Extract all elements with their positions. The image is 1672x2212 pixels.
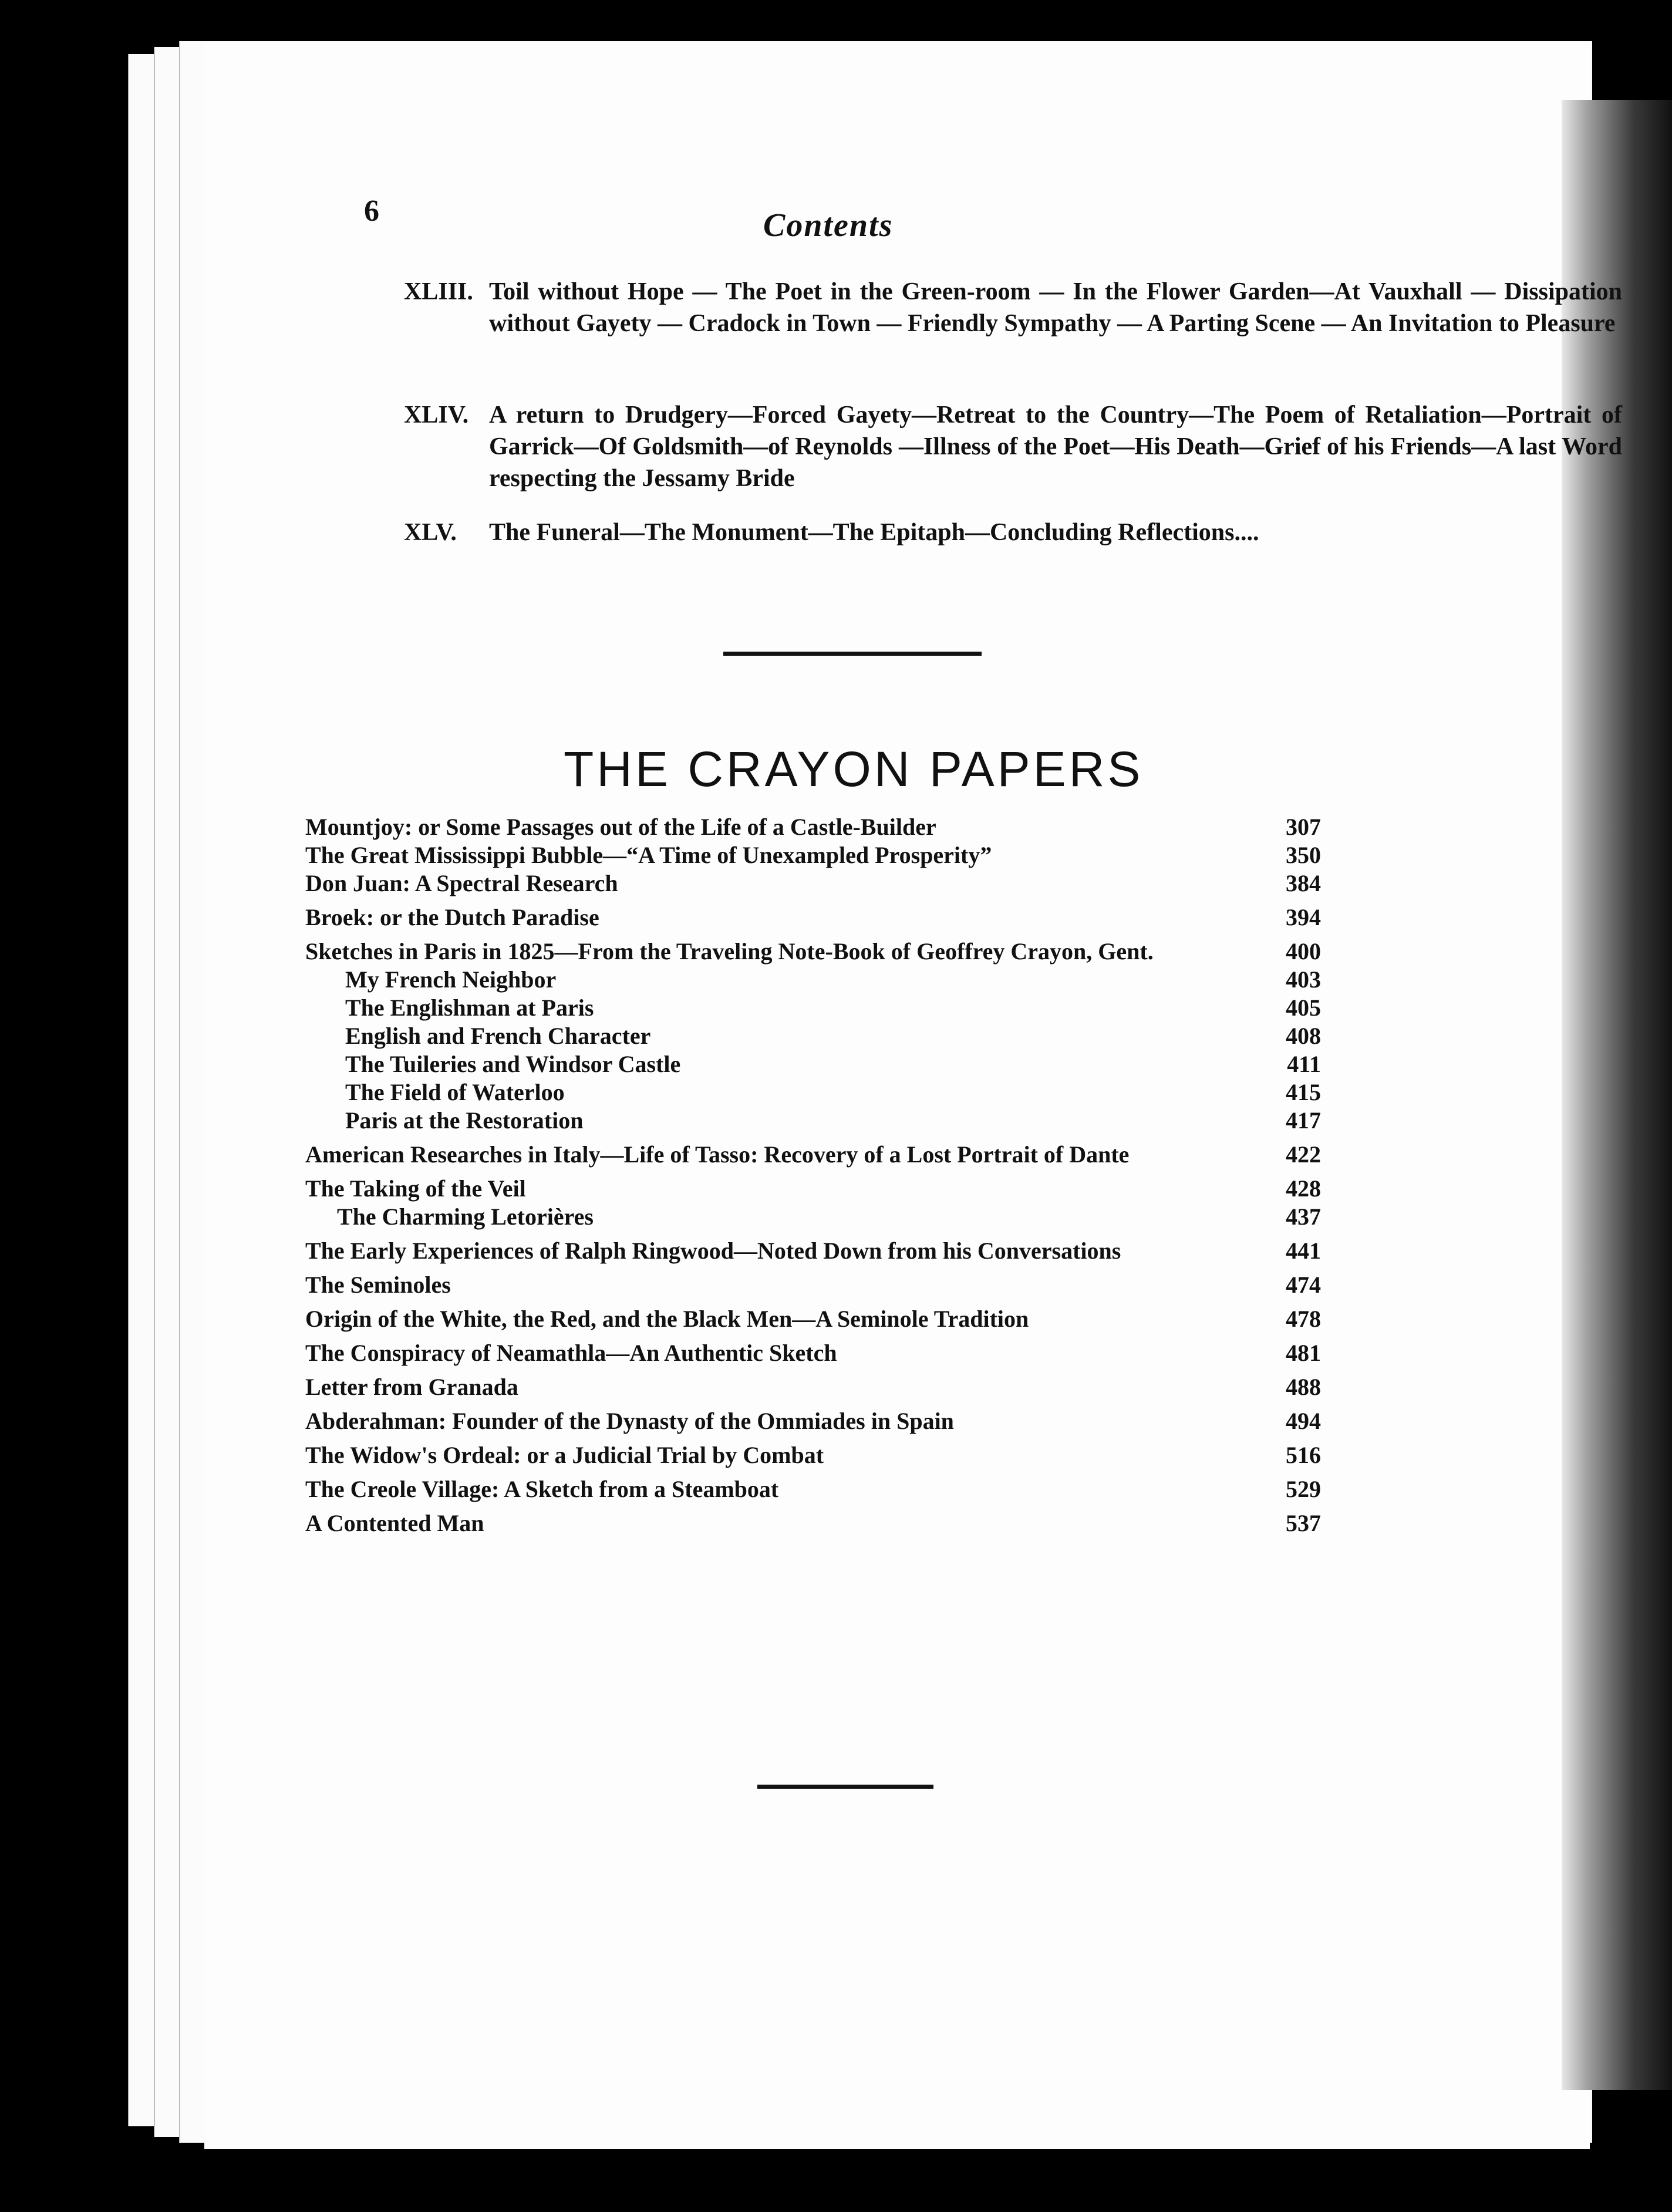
toc-entry-title: The Field of Waterloo <box>345 1079 565 1105</box>
toc-subentry <box>305 1022 1321 1050</box>
chapter-entry <box>404 517 1672 552</box>
toc-entry-title: The Early Experiences of Ralph Ringwood—Noted Down from his Conversations <box>305 1237 1121 1264</box>
toc-entry <box>305 1441 1321 1469</box>
toc-entry-title: Letter from Granada <box>305 1374 518 1400</box>
toc-entry-title: The Charming Letorières <box>337 1203 594 1230</box>
toc-entry-page: 394 <box>1286 904 1321 930</box>
toc-entry-page: 516 <box>1286 1442 1321 1468</box>
toc-entry <box>305 1373 1321 1401</box>
toc-entry <box>305 841 1321 869</box>
chapter-description: A return to Drudgery—Forced Gayety—Retreat to the Country—The Poem of Retaliation—Portrait of Garrick—Of Goldsmith—of Reynolds —Illness of the Poet—His Death—Grief of his Friends—A last Word respecting the Jessamy Bride <box>489 402 1622 492</box>
toc-entry-page: 403 <box>1286 966 1321 993</box>
toc-entry <box>305 938 1321 966</box>
toc-entry-page: 400 <box>1286 938 1321 965</box>
toc-entry <box>305 1237 1321 1265</box>
chapter-number: XLV. <box>404 519 457 546</box>
toc-entry <box>305 813 1321 841</box>
toc-entry-page: 478 <box>1286 1306 1321 1332</box>
chapter-entry <box>404 399 1672 517</box>
chapter-number: XLIII. <box>404 278 473 305</box>
toc-entry <box>305 1339 1321 1367</box>
toc-entry-title: American Researches in Italy—Life of Tasso: Recovery of a Lost Portrait of Dante <box>305 1141 1130 1168</box>
toc-entry-title: Paris at the Restoration <box>345 1107 584 1134</box>
toc-entry-title: The Taking of the Veil <box>305 1175 526 1202</box>
toc-entry-page: 428 <box>1286 1175 1321 1202</box>
toc-entry-page: 350 <box>1286 842 1321 868</box>
toc-subentry <box>305 1107 1321 1135</box>
toc-entry-page: 474 <box>1286 1272 1321 1298</box>
toc-entry-page: 529 <box>1286 1476 1321 1502</box>
toc-entry-page: 411 <box>1287 1051 1321 1077</box>
toc-entry-title: The Widow's Ordeal: or a Judicial Trial by Combat <box>305 1442 824 1468</box>
toc-entry-title: A Contented Man <box>305 1510 484 1536</box>
toc-subentry <box>305 1203 1321 1231</box>
toc-subentry <box>305 1050 1321 1078</box>
chapter-entry <box>404 276 1672 405</box>
toc-entry-title: English and French Character <box>345 1023 651 1049</box>
toc-entry <box>305 1407 1321 1435</box>
toc-entry <box>305 1475 1321 1503</box>
toc-entry-title: The Englishman at Paris <box>345 994 594 1021</box>
crayon-papers-toc <box>305 813 1321 1537</box>
toc-entry <box>305 1271 1321 1299</box>
toc-entry <box>305 1141 1321 1169</box>
toc-subentry <box>305 994 1321 1022</box>
running-title: Contents <box>763 207 894 244</box>
toc-entry-page: 488 <box>1286 1374 1321 1400</box>
toc-subentry <box>305 966 1321 994</box>
toc-entry-page: 481 <box>1286 1340 1321 1366</box>
toc-entry-page: 405 <box>1286 994 1321 1021</box>
toc-subentry <box>305 1078 1321 1107</box>
chapter-description: The Funeral—The Monument—The Epitaph—Concluding Reflections.... <box>489 519 1259 546</box>
toc-entry-title: Abderahman: Founder of the Dynasty of the Ommiades in Spain <box>305 1408 954 1434</box>
toc-entry-page: 408 <box>1286 1023 1321 1049</box>
toc-entry-page: 437 <box>1286 1203 1321 1230</box>
toc-entry-page: 422 <box>1286 1141 1321 1168</box>
toc-entry-title: The Seminoles <box>305 1272 451 1298</box>
toc-entry-title: The Creole Village: A Sketch from a Steamboat <box>305 1476 779 1502</box>
toc-entry-title: Origin of the White, the Red, and the Black Men—A Seminole Tradition <box>305 1306 1029 1332</box>
chapter-number: XLIV. <box>404 402 469 429</box>
toc-entry-title: The Conspiracy of Neamathla—An Authentic Sketch <box>305 1340 837 1366</box>
chapter-page <box>1666 517 1672 548</box>
toc-entry <box>305 903 1321 932</box>
chapter-description: Toil without Hope — The Poet in the Green-room — In the Flower Garden—At Vauxhall — Dissipation without Gayety — Cradock in Town — Friendly Sympathy — A Parting Scene — An Invitation to Pleasure <box>489 278 1622 337</box>
toc-entry-title: Broek: or the Dutch Paradise <box>305 904 599 930</box>
toc-entry-page: 441 <box>1286 1237 1321 1264</box>
toc-entry <box>305 1509 1321 1537</box>
toc-entry-page: 307 <box>1286 814 1321 840</box>
toc-entry <box>305 1175 1321 1203</box>
toc-entry-page: 537 <box>1286 1510 1321 1536</box>
toc-entry-page: 415 <box>1286 1079 1321 1105</box>
toc-entry-title: Mountjoy: or Some Passages out of the Life of a Castle-Builder <box>305 814 936 840</box>
toc-entry-page: 384 <box>1286 870 1321 896</box>
toc-entry-title: The Tuileries and Windsor Castle <box>345 1051 681 1077</box>
toc-entry-title: My French Neighbor <box>345 966 557 993</box>
toc-entry-title: The Great Mississippi Bubble—“A Time of Unexampled Prosperity” <box>305 842 992 868</box>
end-rule <box>757 1785 933 1789</box>
section-title: THE CRAYON PAPERS <box>564 741 1144 797</box>
toc-entry-title: Don Juan: A Spectral Research <box>305 870 618 896</box>
toc-entry-title: Sketches in Paris in 1825—From the Traveling Note-Book of Geoffrey Crayon, Gent. <box>305 938 1154 965</box>
toc-entry-page: 494 <box>1286 1408 1321 1434</box>
toc-entry <box>305 1305 1321 1333</box>
divider-rule <box>723 652 982 656</box>
toc-entry-page: 417 <box>1286 1107 1321 1134</box>
toc-entry <box>305 869 1321 898</box>
page-number: 6 <box>364 194 379 228</box>
